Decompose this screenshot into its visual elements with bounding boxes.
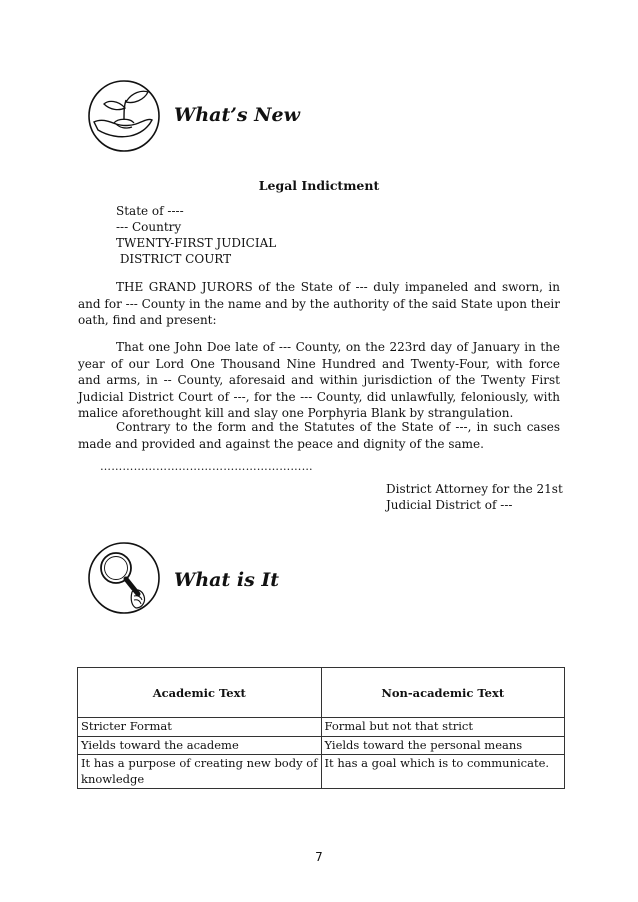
table-cell: Formal but not that strict xyxy=(321,718,565,737)
column-header-non-academic: Non-academic Text xyxy=(321,668,565,718)
signer-title: District Attorney for the 21st xyxy=(386,482,563,496)
table-row xyxy=(78,736,565,755)
section-heading: What’s New xyxy=(174,104,300,126)
signature-line: ………………………………………………… xyxy=(100,460,313,473)
table-header-row xyxy=(78,668,565,718)
indictment-paragraph: That one John Doe late of --- County, on the 223rd day of January in the year of our Lord One Thousand Nine Hundred and Twenty-Four, with force and arms, in -- County, aforesaid and within jurisdiction of the Twenty First Judicial District Court of ---, for the --- County, did unlawfully, feloniously, with malice aforethought kill and slay one Porphyria Blank by strangulation. xyxy=(78,340,560,420)
table-cell: Yields toward the personal means xyxy=(321,736,565,755)
table-cell: Stricter Format xyxy=(78,718,322,737)
indictment-paragraph: THE GRAND JURORS of the State of --- duly impaneled and sworn, in and for --- County in the name and by the authority of the said State upon their oath, find and present: xyxy=(78,280,560,327)
court-line: State of ---- xyxy=(116,204,184,218)
table-row xyxy=(78,718,565,737)
table-cell: Yields toward the academe xyxy=(78,736,322,755)
signer-district: Judicial District of --- xyxy=(386,498,513,512)
court-line: --- Country xyxy=(116,220,182,234)
indictment-paragraph: Contrary to the form and the Statutes of the State of ---, in such cases made and provided and against the peace and dignity of the same. xyxy=(78,420,560,451)
court-line: TWENTY-FIRST JUDICIAL xyxy=(116,236,277,250)
court-line: DISTRICT COURT xyxy=(116,252,232,266)
seedling-in-hand-icon xyxy=(86,78,162,154)
comparison-table xyxy=(77,667,565,789)
magnifying-glass-icon xyxy=(86,540,162,616)
page-number: 7 xyxy=(315,850,323,864)
whats-new-header xyxy=(86,78,486,158)
section-heading: What is It xyxy=(174,569,280,591)
court-header-block xyxy=(116,203,276,267)
table-cell: It has a purpose of creating new body of knowledge xyxy=(78,755,322,789)
signer-block xyxy=(386,481,563,513)
document-title: Legal Indictment xyxy=(258,178,380,193)
table-row xyxy=(78,755,565,789)
column-header-academic: Academic Text xyxy=(78,668,322,718)
table-cell: It has a goal which is to communicate. xyxy=(321,755,565,789)
what-is-it-header xyxy=(86,540,486,620)
